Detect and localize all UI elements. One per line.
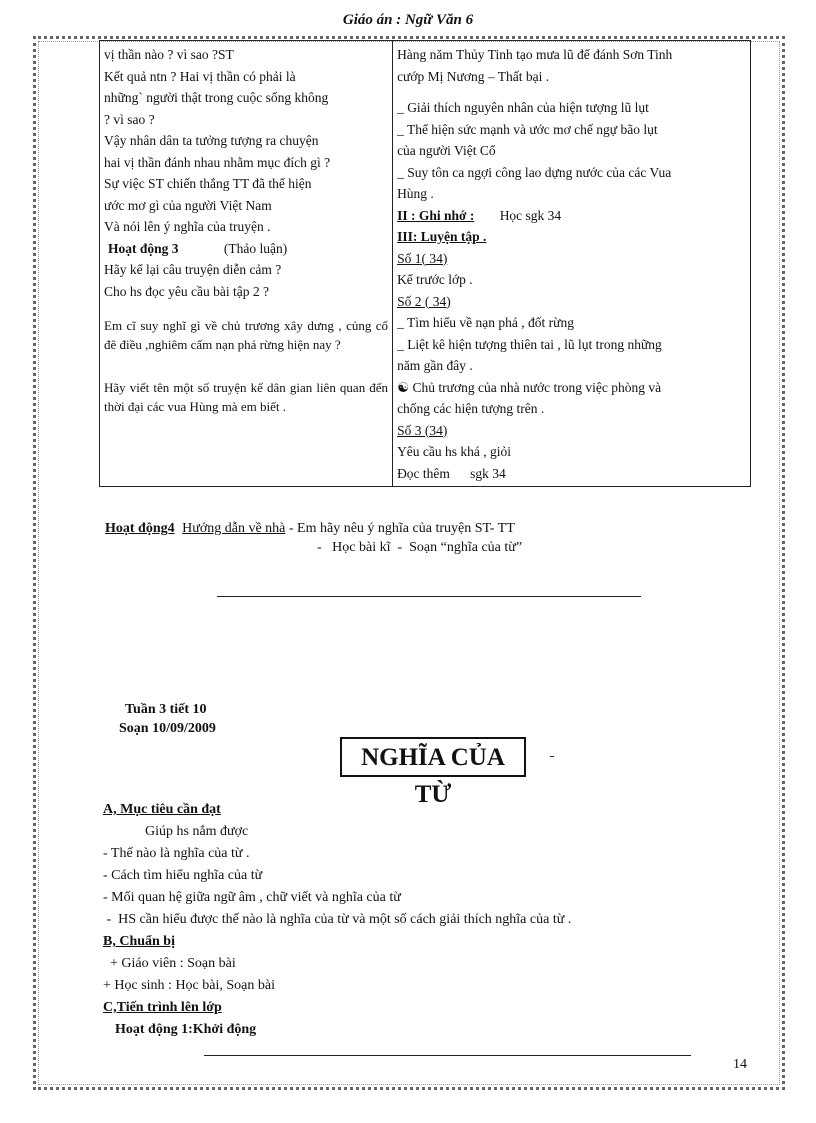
footer-line	[204, 1055, 691, 1056]
question-line: vị thần nào ? vì sao ?ST	[104, 47, 234, 62]
section-a-heading: A, Mục tiêu cần đạt	[103, 802, 221, 817]
exercise-1-label: Số 1( 34)	[397, 250, 448, 266]
answer-text: Chủ trương của nhà nước trong việc phòng và	[412, 379, 662, 395]
question-line: hai vị thần đánh nhau nhằm mục đích gì ?	[104, 154, 331, 170]
answer-line: _ Tìm hiểu về nạn phá , đốt rừng	[397, 315, 574, 330]
question-paragraph: Em cĩ suy nghĩ gì về chủ trương xây dưng , củng cố đê điều ,nghiêm cấm nạn phá rừng hiện nay ?	[104, 318, 389, 352]
lesson-meta	[119, 700, 216, 738]
activity4-label: Hoạt động4	[105, 521, 175, 536]
exercise-2-label: Số 2 ( 34)	[397, 293, 451, 309]
activity3-title: Hoạt động 3	[108, 240, 179, 256]
answer-line: _ Liệt kê hiện tượng thiên tai , lũ lụt trong những	[397, 336, 662, 352]
page-header: Giáo án : Ngữ Văn 6	[342, 12, 474, 28]
section-a-intro: Giúp hs nắm được	[145, 824, 249, 839]
activity3-heading	[104, 238, 388, 260]
teacher-questions-column	[100, 41, 393, 487]
answer-line	[397, 377, 746, 399]
answer-line: chống các hiện tượng trên .	[397, 401, 545, 416]
question-line: Kết quả ntn ? Hai vị thần có phải là	[104, 68, 296, 84]
answer-line: Yêu cầu hs khá , giỏi	[397, 444, 512, 459]
activity4-item: - Học bài kĩ - Soạn “nghĩa của từ”	[317, 540, 523, 555]
divider-line	[217, 596, 641, 597]
activity4-item: - Em hãy nêu ý nghĩa của truyện ST- TT	[285, 521, 515, 536]
prep-item: + Học sinh : Học bài, Soạn bài	[103, 978, 275, 993]
answer-line: _ Giải thích nguyên nhân của hiện tượng lũ lụt	[397, 100, 649, 115]
question-paragraph: Hãy viết tên một số truyện kể dân gian liên quan đến thời đại các vua Hùng mà em biết .	[104, 380, 389, 414]
question-line: Vậy nhân dân ta tưởng tượng ra chuyện	[104, 133, 319, 148]
exercise-1-text: Kể trước lớp .	[397, 272, 473, 287]
activity1-heading: Hoạt động 1:Khởi động	[115, 1022, 257, 1037]
answer-line: Hàng năm Thủy Tinh tạo mưa lũ để đánh Sơn Tinh	[397, 47, 673, 62]
answer-line: Đọc thêm sgk 34	[397, 465, 506, 481]
ghinho-label: II : Ghi nhớ :	[397, 207, 475, 223]
answer-line: cướp Mị Nương – Thất bại .	[397, 68, 550, 84]
ghinho-line	[397, 205, 746, 227]
exercise-3-label: Số 3 (34)	[397, 422, 448, 438]
objective-item: - HS cần hiểu được thế nào là nghĩa của từ và một số cách giải thích nghĩa của từ .	[103, 912, 572, 927]
lesson-table	[99, 40, 751, 487]
prep-item: + Giáo viên : Soạn bài	[103, 956, 236, 971]
objective-item: - Cách tìm hiểu nghĩa của từ	[103, 868, 263, 883]
question-line: Và nói lên ý nghĩa của truyện .	[104, 219, 271, 234]
ghinho-text: Học sgk 34	[499, 207, 562, 223]
answer-line: Hùng .	[397, 186, 434, 201]
objective-item: - Mối quan hệ giữa ngữ âm , chữ viết và nghĩa của từ	[103, 890, 401, 905]
activity4-line	[105, 518, 515, 540]
answer-line: năm gần đây .	[397, 358, 473, 373]
lesson-title: NGHĨA CỦA TỪ	[340, 737, 526, 777]
lesson-week: Tuần 3 tiết 10	[125, 702, 207, 717]
section-c-heading: C,Tiến trình lên lớp	[103, 1000, 222, 1015]
lesson-date: Soạn 10/09/2009	[119, 721, 216, 736]
question-line: những` người thật trong cuộc sống không	[104, 90, 329, 105]
question-line: Hãy kể lại câu truyện diễn cảm ?	[104, 262, 282, 277]
question-line: ước mơ gì của người Việt Nam	[104, 197, 272, 213]
question-line: Sự việc ST chiến thắng TT đã thể hiện	[104, 176, 312, 191]
yin-yang-icon: ☯	[397, 379, 410, 395]
question-line: ? vì sao ?	[104, 111, 155, 127]
activity4-guide: Hướng dẫn về nhà	[182, 521, 286, 536]
page-number: 14	[733, 1057, 747, 1072]
decorative-dash	[550, 756, 554, 757]
answer-line: của người Việt Cổ	[397, 143, 496, 158]
question-line: Cho hs đọc yêu cầu bài tập 2 ?	[104, 283, 269, 299]
section-a	[103, 799, 571, 1041]
answer-line: _ Suy tôn ca ngợi công lao dựng nước của các Vua	[397, 164, 672, 180]
luyentap-heading: III: Luyện tập .	[397, 229, 487, 244]
objective-item: - Thế nào là nghĩa của từ .	[103, 846, 250, 861]
section-b-heading: B, Chuẩn bị	[103, 934, 175, 949]
activity3-note: (Thảo luận)	[223, 240, 288, 256]
answers-column	[393, 41, 751, 487]
answer-line: _ Thể hiện sức mạnh và ước mơ chế ngự bão lụt	[397, 121, 658, 137]
